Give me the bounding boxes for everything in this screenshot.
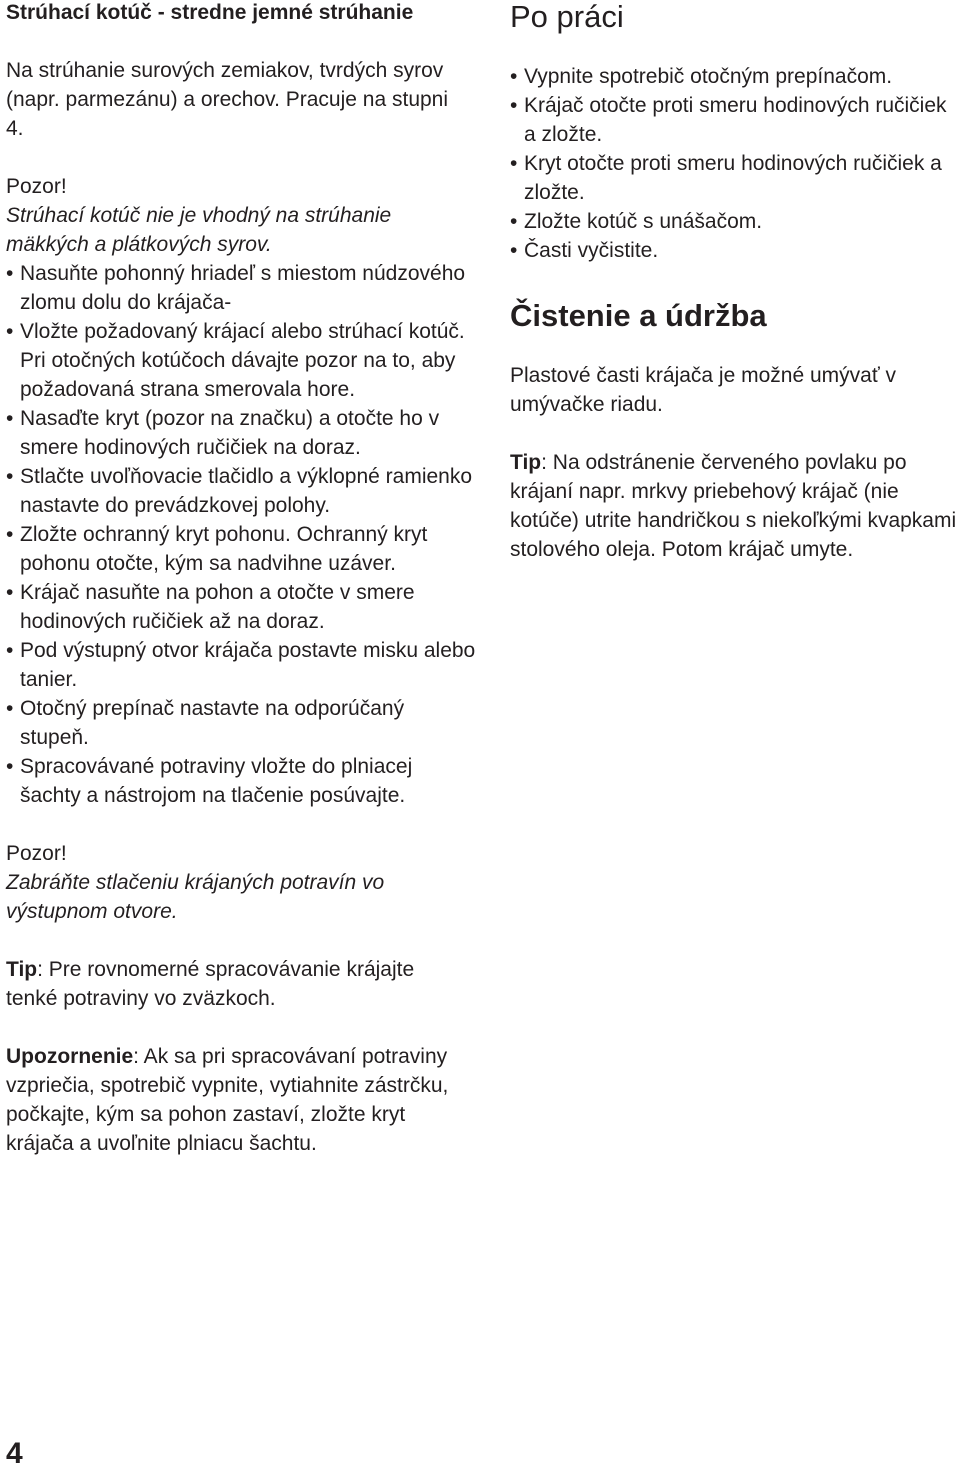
section-title-after-work: Po práci: [510, 0, 624, 34]
step-text: Krájač nasuňte na pohon a otočte v smere hodinových ručičiek až na doraz.: [20, 581, 415, 633]
after-steps-list: [510, 62, 950, 265]
after-step-item: • Vypnite spotrebič otočným prepínačom.: [510, 65, 893, 88]
section-title-grating-disc: Strúhací kotúč - stredne jemné strúhanie: [6, 1, 414, 24]
after-step-item: • Krájač otočte proti smeru hodinových ručičiek a zložte.: [510, 94, 947, 146]
step-text: Nasuňte pohonný hriadeľ s miestom núdzového zlomu dolu do krájača-: [20, 262, 466, 314]
cleaning-tip-label: Tip: [510, 451, 542, 474]
cleaning-tip-text: : Na odstránenie červeného povlaku po krájaní napr. mrkvy priebehový krájač (nie kotúče) utrite handričkou s niekoľkými kvapkami stolového oleja. Potom krájač umyte.: [510, 451, 957, 561]
step-text: Zložte ochranný kryt pohonu. Ochranný kryt pohonu otočte, kým sa nadvihne uzáver.: [20, 523, 428, 575]
after-step-text: Krájač otočte proti smeru hodinových ručičiek a zložte.: [524, 94, 947, 146]
step-item: • Krájač nasuňte na pohon a otočte v smere hodinových ručičiek až na doraz.: [6, 581, 415, 633]
step-item: • Zložte ochranný kryt pohonu. Ochranný kryt pohonu otočte, kým sa nadvihne uzáver.: [6, 523, 428, 575]
after-step-text: Zložte kotúč s unášačom.: [524, 210, 763, 233]
steps-list: [6, 259, 476, 810]
cleaning-tip-paragraph: [510, 448, 960, 564]
step-item: • Pod výstupný otvor krájača postavte misku alebo tanier.: [6, 639, 476, 691]
step-item: • Stlačte uvoľňovacie tlačidlo a výklopné ramienko nastavte do prevádzkovej polohy.: [6, 465, 473, 517]
after-step-text: Vypnite spotrebič otočným prepínačom.: [524, 65, 893, 88]
step-item: • Vložte požadovaný krájací alebo strúhací kotúč. Pri otočných kotúčoch dávajte pozor na to, aby požadovaná strana smerovala hore.: [6, 320, 465, 401]
tip-label: Tip: [6, 958, 38, 981]
page-number: 4: [6, 1437, 23, 1470]
tip-text: : Pre rovnomerné spracovávanie krájajte tenké potraviny vo zväzkoch.: [6, 958, 415, 1010]
step-item: • Nasaďte kryt (pozor na značku) a otočte ho v smere hodinových ručičiek na doraz.: [6, 407, 440, 459]
step-text: Spracovávané potraviny vložte do plniacej šachty a nástrojom na tlačenie posúvajte.: [20, 755, 413, 807]
notice-paragraph: [6, 1042, 476, 1158]
tip-paragraph: [6, 955, 426, 1013]
step-item: • Spracovávané potraviny vložte do plniacej šachty a nástrojom na tlačenie posúvajte.: [6, 755, 413, 807]
step-text: Pod výstupný otvor krájača postavte misku alebo tanier.: [20, 639, 476, 691]
left-column: [6, 0, 486, 1158]
step-text: Vložte požadovaný krájací alebo strúhací kotúč. Pri otočných kotúčoch dávajte pozor na to, aby požadovaná strana smerovala hore.: [20, 320, 465, 401]
step-item: • Nasuňte pohonný hriadeľ s miestom núdzového zlomu dolu do krájača-: [6, 262, 466, 314]
intro-text: Na strúhanie surových zemiakov, tvrdých syrov (napr. parmezánu) a orechov. Pracuje na stupni 4.: [6, 59, 449, 140]
step-text: Nasaďte kryt (pozor na značku) a otočte ho v smere hodinových ručičiek na doraz.: [20, 407, 440, 459]
notice-text: : Ak sa pri spracovávaní potraviny vzpriečia, spotrebič vypnite, vytiahnite zástrčku, počkajte, kým sa pohon zastaví, zložte kryt krájača a uvoľnite plniacu šachtu.: [6, 1045, 449, 1155]
step-text: Otočný prepínač nastavte na odporúčaný stupeň.: [20, 697, 405, 749]
after-step-item: • Časti vyčistite.: [510, 239, 659, 262]
after-step-text: Kryt otočte proti smeru hodinových ručičiek a zložte.: [524, 152, 942, 204]
section-title-cleaning: Čistenie a údržba: [510, 298, 767, 333]
step-text: Stlačte uvoľňovacie tlačidlo a výklopné ramienko nastavte do prevádzkovej polohy.: [20, 465, 473, 517]
warning-label: Pozor!: [6, 175, 67, 198]
after-step-item: • Zložte kotúč s unášačom.: [510, 210, 763, 233]
warning-text-2: Zabráňte stlačeniu krájaných potravín vo výstupnom otvore.: [6, 871, 385, 923]
warning-label-2: Pozor!: [6, 842, 67, 865]
step-item: • Otočný prepínač nastavte na odporúčaný stupeň.: [6, 697, 405, 749]
notice-label: Upozornenie: [6, 1045, 134, 1068]
warning-text: Strúhací kotúč nie je vhodný na strúhanie mäkkých a plátkových syrov.: [6, 204, 392, 256]
right-column: [510, 0, 960, 564]
cleaning-text: Plastové časti krájača je možné umývať v umývačke riadu.: [510, 364, 897, 416]
after-step-item: • Kryt otočte proti smeru hodinových ručičiek a zložte.: [510, 152, 942, 204]
after-step-text: Časti vyčistite.: [524, 239, 659, 262]
